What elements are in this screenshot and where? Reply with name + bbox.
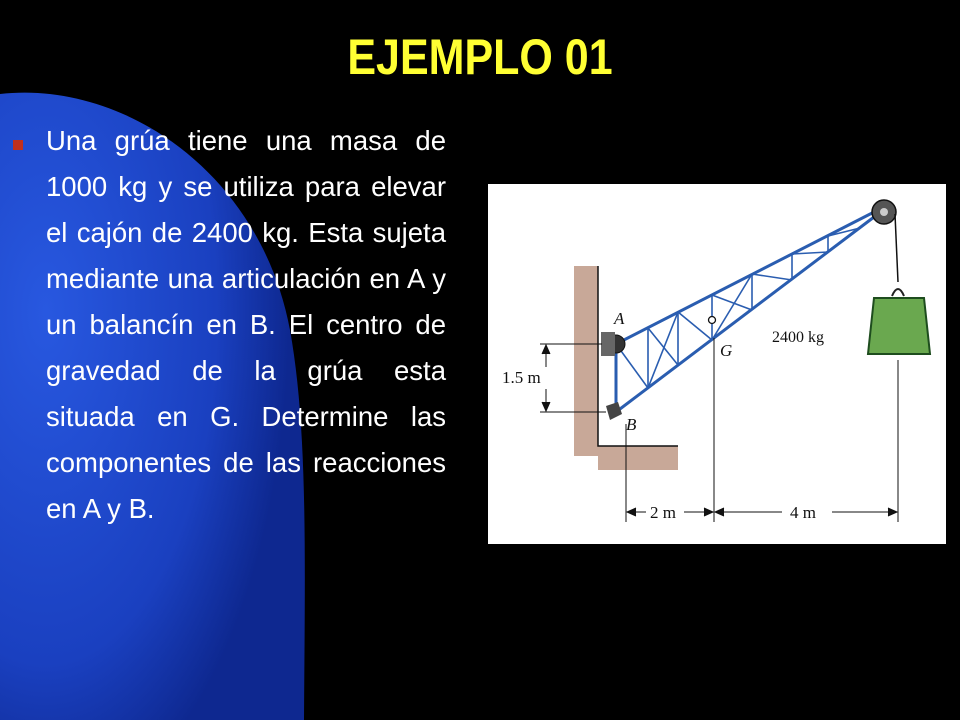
dimension-horizontal [626, 338, 898, 522]
label-G: G [720, 341, 733, 360]
dim-label-1-5m: 1.5 m [502, 368, 541, 387]
dim-label-2m: 2 m [650, 503, 676, 522]
center-of-gravity-marker [709, 317, 716, 324]
bullet-marker [13, 140, 23, 150]
crane-truss [616, 210, 878, 412]
wall [574, 266, 598, 456]
ground [598, 446, 678, 470]
rocker-B [606, 402, 622, 420]
slide-title: EJEMPLO 01 [347, 29, 613, 85]
dim-label-4m: 4 m [790, 503, 816, 522]
crane-diagram [488, 184, 946, 544]
mass-label: 2400 kg [772, 329, 824, 346]
weight-2400kg [868, 289, 930, 354]
label-A: A [614, 309, 625, 328]
label-B: B [626, 415, 637, 434]
problem-statement: Una grúa tiene una masa de 1000 kg y se utiliza para elevar el cajón de 2400 kg. Esta sujeta mediante una articulación en A y un balancín en B. El centro de gravedad de la grúa esta situada en G. Determine las componentes de las reacciones en A y B. [46, 125, 446, 524]
